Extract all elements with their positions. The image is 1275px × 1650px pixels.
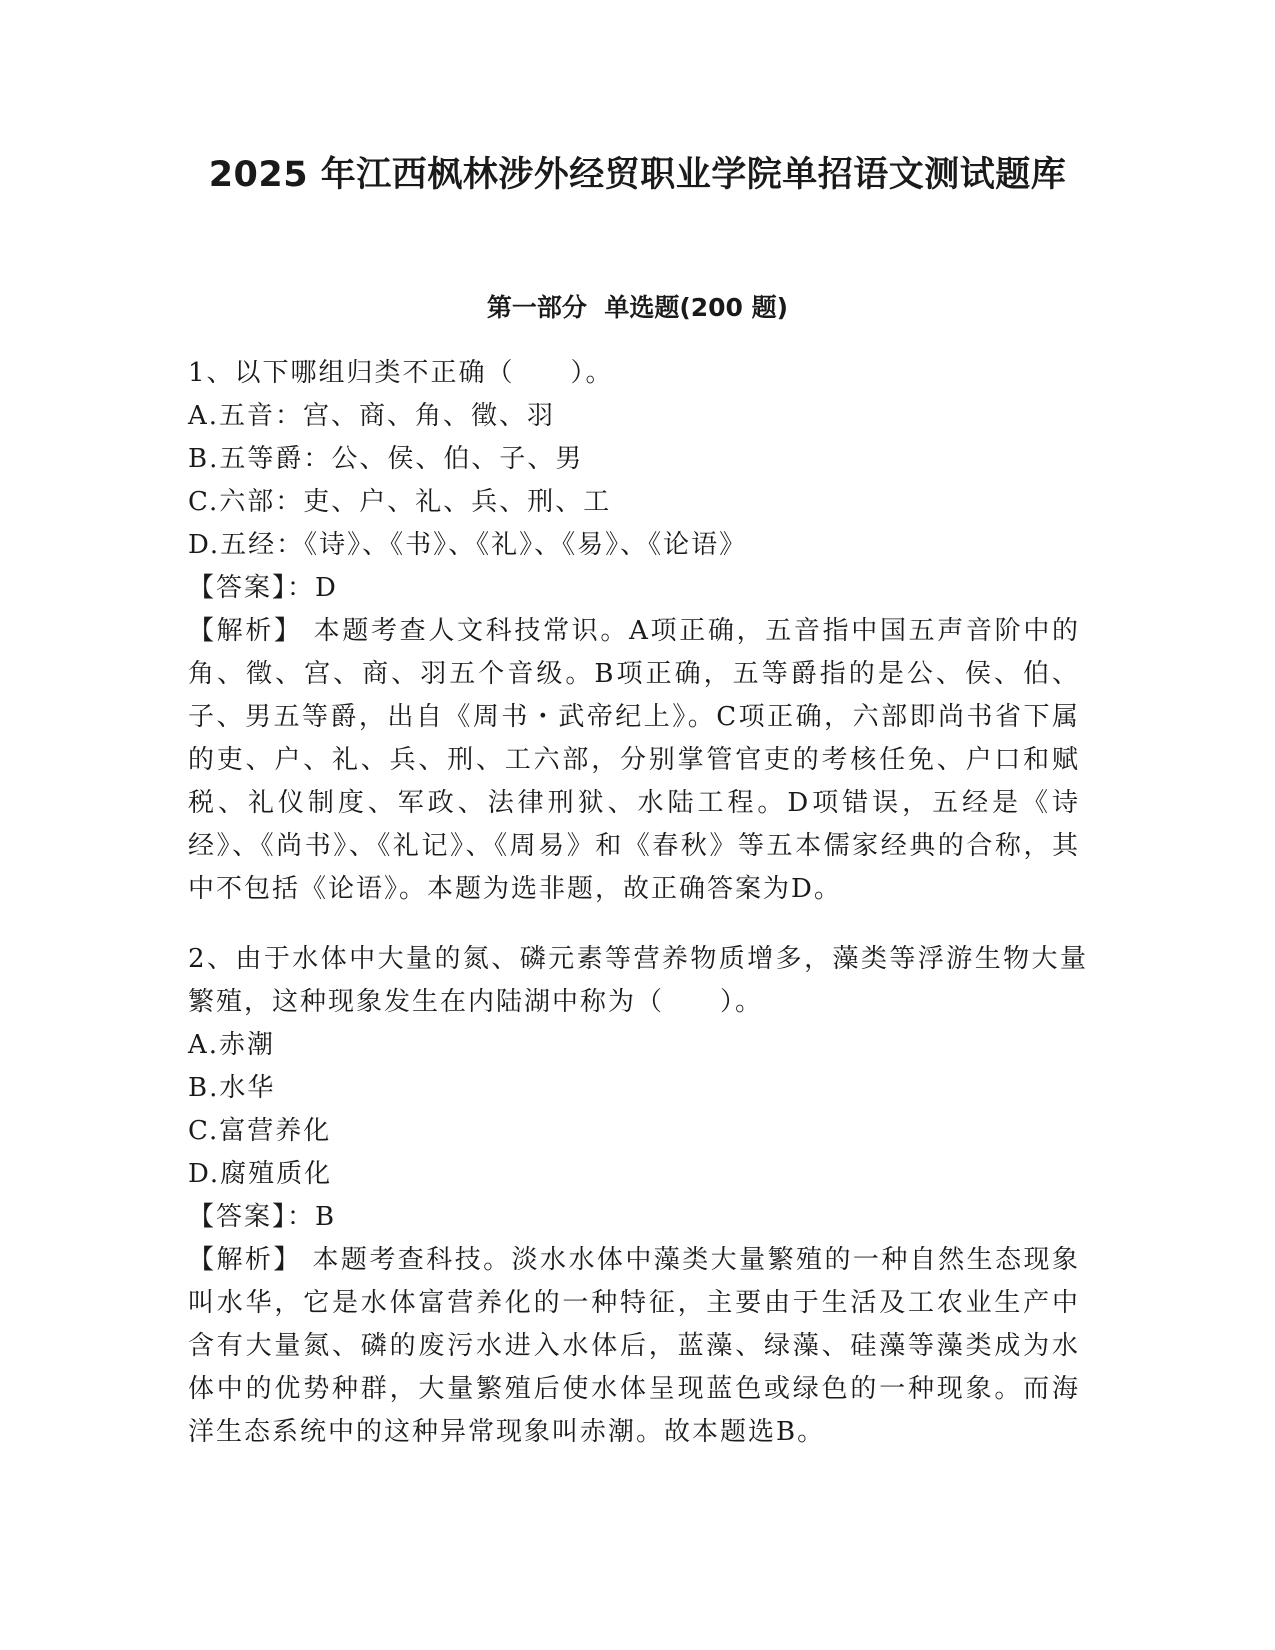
answer-value: B [315,1202,337,1232]
answer-label: 【答案】： [188,573,316,603]
analysis-text: 本题考查人文科技常识。A项正确，五音指中国五声音阶中的角、徵、宫、商、羽五个音级。B项正确，五等爵指的是公、侯、伯、子、男五等爵，出自《周书・武帝纪上》。C项正确，六部即尚书省下属的吏、户、礼、兵、刑、工六部，分别掌管官吏的考核任免、户口和赋税、礼仪制度、军政、法律刑狱、水陆工程。D项错误，五经是《诗经》、《尚书》、《礼记》、《周易》和《春秋》等五本儒家经典的合称，其中不包括《论语》。本题为选非题，故正确答案为D。 [188,616,1081,904]
analysis-paragraph [188,610,1080,911]
question-1 [188,352,1088,911]
option-c: C.六部：吏、户、礼、兵、刑、工 [188,487,612,517]
option-d: D.五经：《诗》、《书》、《礼》、《易》、《论语》 [188,530,748,560]
option-a: A.五音：宫、商、角、徵、羽 [188,401,556,431]
option-b: B.水华 [188,1073,276,1103]
option-a: A.赤潮 [188,1030,276,1060]
analysis-text: 本题考查科技。淡水水体中藻类大量繁殖的一种自然生态现象叫水华，它是水体富营养化的一种特征，主要由于生活及工农业生产中含有大量氮、磷的废污水进入水体后，蓝藻、绿藻、硅藻等藻类成为水体中的优势种群，大量繁殖后使水体呈现蓝色或绿色的一种现象。而海洋生态系统中的这种异常现象叫赤潮。故本题选B。 [188,1245,1080,1447]
document-title: 2025 年江西枫林涉外经贸职业学院单招语文测试题库 [208,155,1067,195]
answer-line [188,1196,1088,1239]
analysis-paragraph [188,1239,1080,1454]
section-title: 第一部分 单选题(200 题) [486,293,789,322]
answer-value: D [315,573,338,603]
answer-line [188,567,1088,610]
analysis-label: 【解析】 [188,1245,313,1275]
option-d: D.腐殖质化 [188,1159,333,1189]
question-2 [188,938,1088,1454]
question-stem: 2、由于水体中大量的氮、磷元素等营养物质增多，藻类等浮游生物大量繁殖，这种现象发生在内陆湖中称为（ ）。 [188,944,1088,1017]
analysis-label: 【解析】 [188,616,314,646]
option-c: C.富营养化 [188,1116,332,1146]
option-b: B.五等爵：公、侯、伯、子、男 [188,444,584,474]
question-stem: 1、以下哪组归类不正确（ ）。 [188,358,614,388]
answer-label: 【答案】： [188,1202,316,1232]
